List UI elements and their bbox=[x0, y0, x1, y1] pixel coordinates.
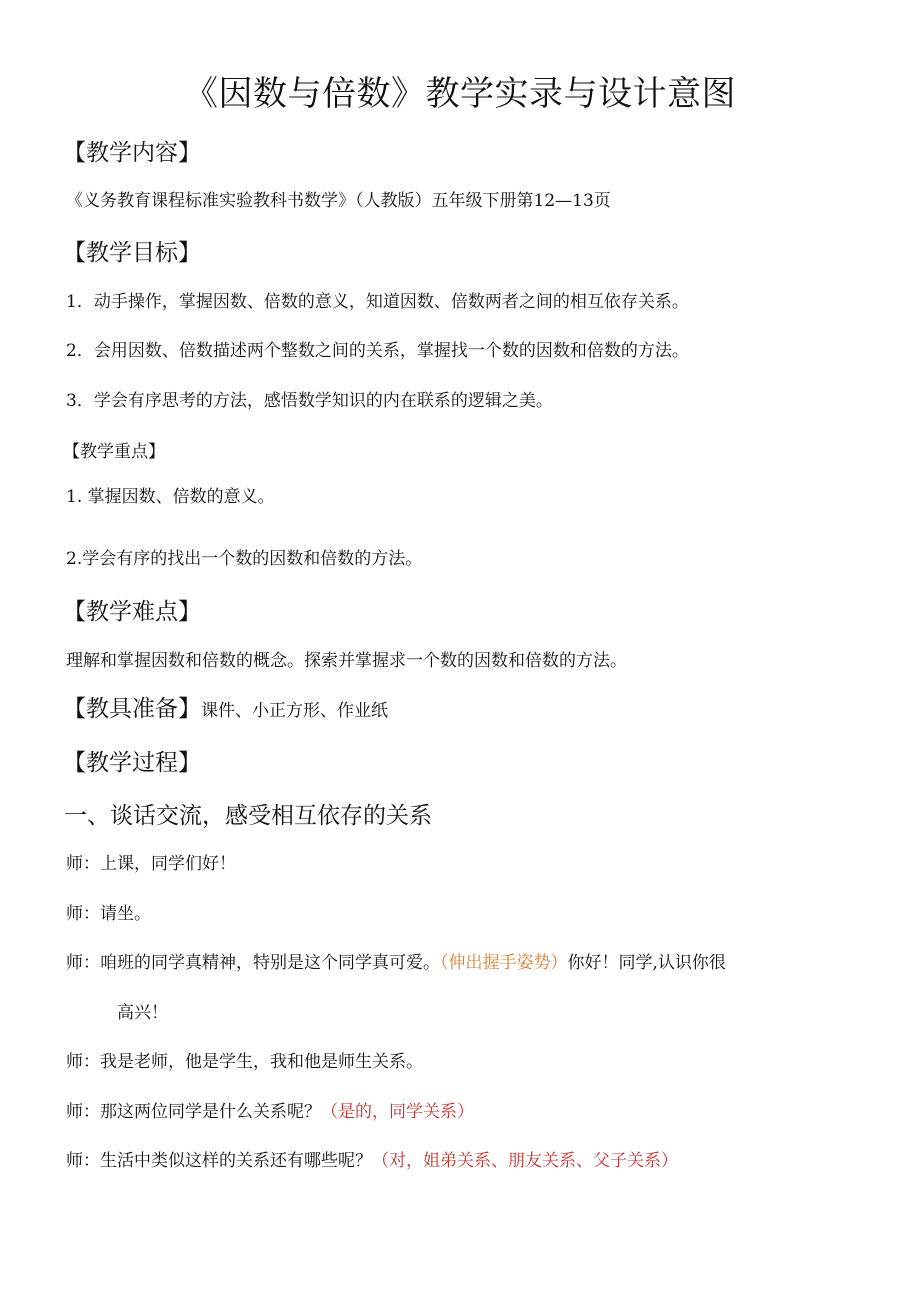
document-title: 《因数与倍数》教学实录与设计意图 bbox=[184, 74, 736, 114]
dialogue-line-6-answer: （对，姐弟关系、朋友关系、父子关系） bbox=[372, 1151, 678, 1171]
goal-item-3: 3．学会有序思考的方法，感悟数学知识的内在联系的逻辑之美。 bbox=[66, 391, 553, 411]
dialogue-line-6-text: 师：生活中类似这样的关系还有哪些呢？ bbox=[66, 1151, 372, 1171]
heading-tools: 【教具准备】 bbox=[63, 696, 201, 722]
difficulties-text: 理解和掌握因数和倍数的概念。探索并掌握求一个数的因数和倍数的方法。 bbox=[66, 651, 627, 671]
dialogue-line-3 bbox=[66, 948, 726, 973]
heading-key-points: 【教学重点】 bbox=[63, 442, 165, 462]
dialogue-line-5-answer: （是的，同学关系） bbox=[321, 1102, 474, 1122]
goal-item-1: 1．动手操作，掌握因数、倍数的意义，知道因数、倍数两者之间的相互依存关系。 bbox=[66, 292, 689, 312]
tools-text: 课件、小正方形、作业纸 bbox=[201, 701, 388, 721]
dialogue-line-1: 师：上课，同学们好！ bbox=[66, 854, 236, 874]
dialogue-line-3-text: 师：咱班的同学真精神，特别是这个同学真可爱。 bbox=[66, 953, 440, 973]
content-text: 《义务教育课程标准实验教科书数学》（人教版）五年级下册第12—13页 bbox=[66, 191, 611, 211]
key-point-2: 2.学会有序的找出一个数的因数和倍数的方法。 bbox=[66, 549, 423, 569]
dialogue-line-3-gesture: （伸出握手姿势） bbox=[440, 953, 568, 973]
section-title: 一、谈话交流，感受相互依存的关系 bbox=[64, 803, 432, 829]
heading-difficulties: 【教学难点】 bbox=[63, 599, 201, 625]
dialogue-line-5 bbox=[66, 1097, 474, 1122]
tools-line bbox=[63, 690, 388, 723]
dialogue-line-4: 师：我是老师，他是学生，我和他是师生关系。 bbox=[66, 1052, 423, 1072]
heading-goals: 【教学目标】 bbox=[63, 240, 201, 266]
dialogue-line-2: 师：请坐。 bbox=[66, 904, 151, 924]
heading-process: 【教学过程】 bbox=[63, 750, 201, 776]
key-point-1: 1. 掌握因数、倍数的意义。 bbox=[66, 487, 275, 507]
dialogue-line-3-greeting: 你好！同学,认识你很 bbox=[567, 953, 726, 973]
goal-item-2: 2．会用因数、倍数描述两个整数之间的关系，掌握找一个数的因数和倍数的方法。 bbox=[66, 341, 689, 361]
dialogue-line-5-text: 师：那这两位同学是什么关系呢？ bbox=[66, 1102, 321, 1122]
dialogue-line-6 bbox=[66, 1146, 678, 1171]
heading-content: 【教学内容】 bbox=[63, 140, 201, 166]
dialogue-line-3-cont: 高兴！ bbox=[117, 1003, 168, 1023]
